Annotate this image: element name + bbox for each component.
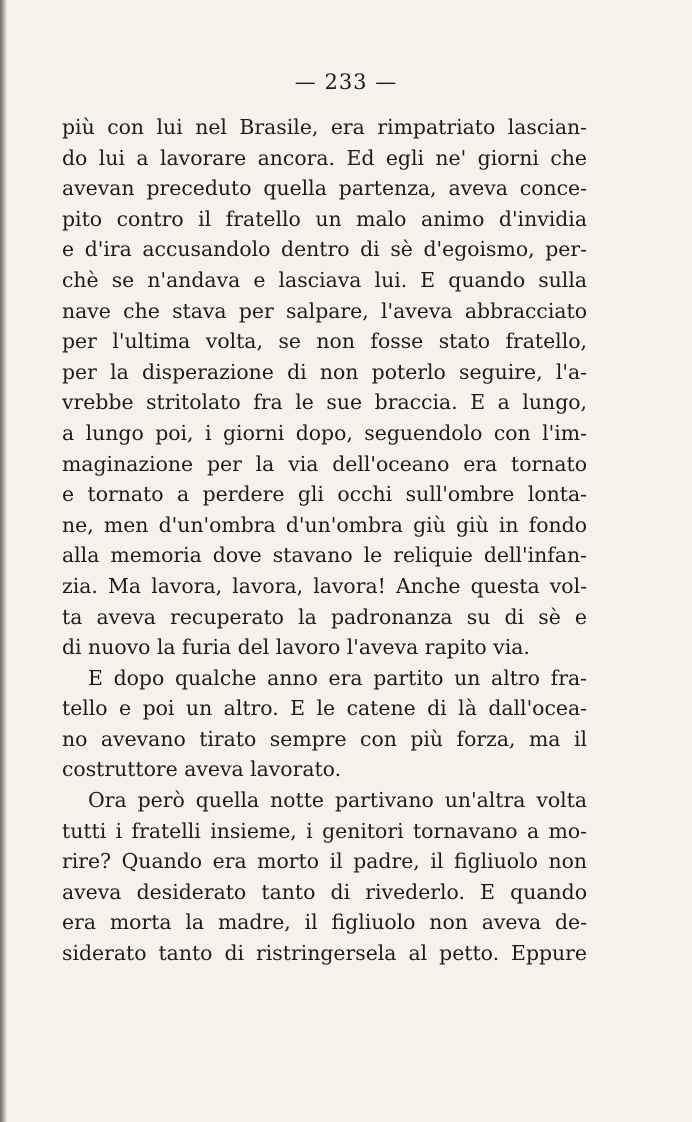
text-line: e tornato a perdere gli occhi sull'ombre lonta- [62, 482, 587, 507]
text-line: siderato tanto di ristringersela al petto. Eppure [62, 941, 587, 966]
text-line: pito contro il fratello un malo animo d'invidia [62, 206, 587, 231]
text-line: per l'ultima volta, se non fosse stato fratello, [62, 329, 587, 354]
text-line: per la disperazione di non poterlo seguire, l'a- [62, 359, 587, 384]
text-line: no avevano tirato sempre con più forza, ma il [62, 726, 587, 751]
text-line: più con lui nel Brasile, era rimpatriato lascian- [62, 115, 587, 139]
text-line: e d'ira accusandolo dentro di sè d'egoismo, per- [62, 237, 587, 262]
text-line: E dopo qualche anno era partito un altro fra- [88, 665, 587, 690]
text-line: Ora però quella notte partivano un'altra volta [88, 788, 587, 813]
text-line: costruttore aveva lavorato. [62, 757, 342, 782]
text-line: tello e poi un altro. E le catene di là dall'ocea- [62, 696, 587, 721]
text-line: alla memoria dove stavano le reliquie dell'infan- [62, 543, 587, 568]
text-line: era morta la madre, il figliuolo non aveva de- [62, 910, 587, 935]
text-line: zia. Ma lavora, lavora, lavora! Anche questa vol- [62, 573, 587, 598]
text-line: di nuovo la furia del lavoro l'aveva rapito via. [62, 635, 530, 660]
page-number: — 233 — [294, 70, 398, 94]
text-line: avevan preceduto quella partenza, aveva conce- [62, 176, 587, 201]
text-line: nave che stava per salpare, l'aveva abbracciato [62, 298, 587, 323]
text-line: do lui a lavorare ancora. Ed egli ne' giorni che [62, 145, 587, 170]
text-line: tutti i fratelli insieme, i genitori tornavano a mo- [62, 818, 587, 843]
text-line: ta aveva recuperato la padronanza su di sè e [62, 604, 587, 629]
body-text [62, 112, 587, 969]
text-line: rire? Quando era morto il padre, il figliuolo non [62, 849, 587, 874]
text-line: maginazione per la via dell'oceano era tornato [62, 451, 587, 476]
text-line: chè se n'andava e lasciava lui. E quando sulla [62, 267, 587, 292]
text-line: vrebbe stritolato fra le sue braccia. E a lungo, [62, 390, 587, 415]
text-line: ne, men d'un'ombra d'un'ombra giù giù in fondo [62, 512, 587, 537]
text-line: aveva desiderato tanto di rivederlo. E quando [62, 879, 587, 904]
text-line: a lungo poi, i giorni dopo, seguendolo con l'im- [62, 420, 587, 445]
binding-shadow [0, 0, 7, 1122]
